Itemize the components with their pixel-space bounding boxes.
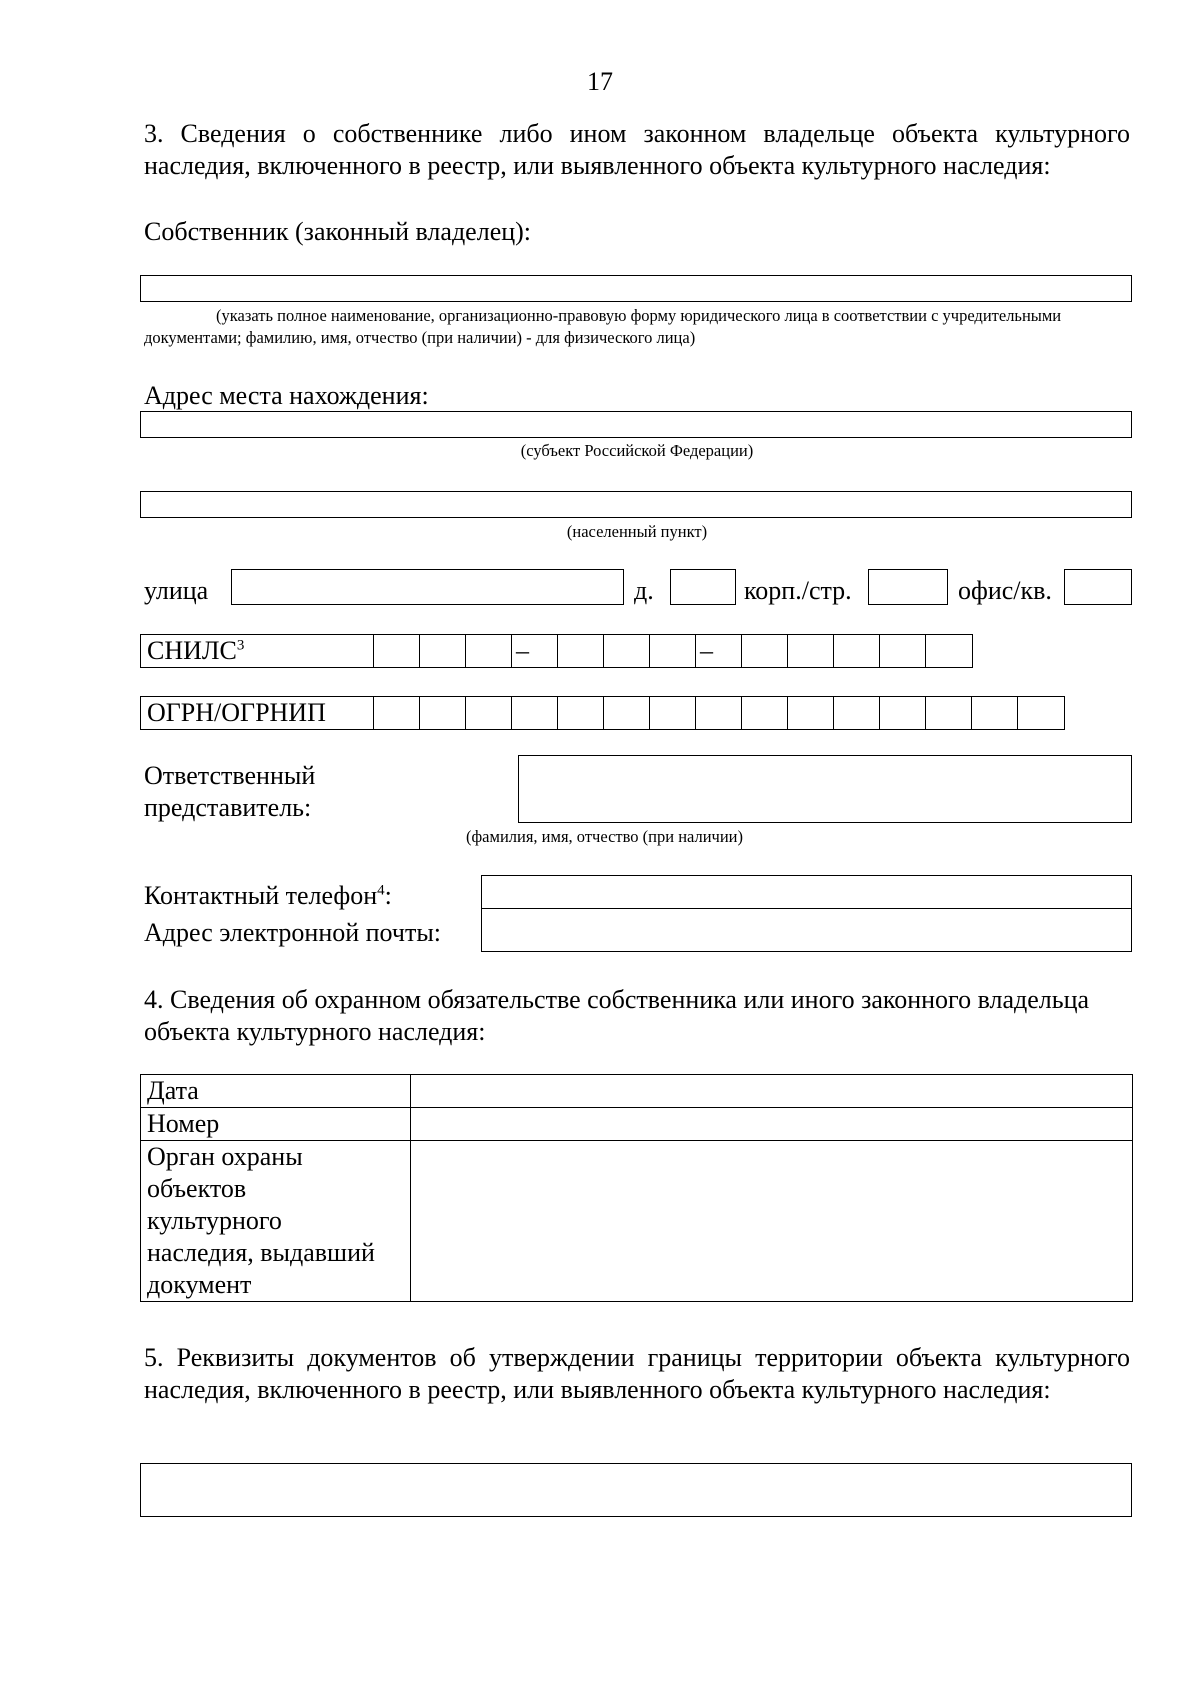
- responsible-hint: (фамилия, имя, отчество (при наличии): [466, 827, 744, 846]
- boundary-documents-field[interactable]: [140, 1463, 1132, 1517]
- ogrn-digit-cell[interactable]: [650, 697, 696, 729]
- locality-hint: (населенный пункт): [566, 522, 708, 541]
- responsible-field[interactable]: [518, 755, 1132, 823]
- snils-label-cell: СНИЛС$^3$: [141, 635, 374, 667]
- snils-digit-cell[interactable]: [374, 635, 420, 667]
- email-field[interactable]: [481, 908, 1132, 952]
- number-value-cell[interactable]: [411, 1108, 1133, 1141]
- authority-label-line: документ: [147, 1270, 252, 1299]
- address-label: Адрес места нахождения:: [144, 381, 429, 410]
- ogrn-digit-cell[interactable]: [420, 697, 466, 729]
- owner-field[interactable]: [140, 275, 1132, 302]
- obligation-table: [140, 1074, 1133, 1302]
- responsible-label-line2: представитель:: [144, 793, 312, 822]
- snils-digit-cell[interactable]: [558, 635, 604, 667]
- authority-label-line: наследия, выдавший: [147, 1238, 375, 1267]
- table-row: [141, 1141, 1133, 1302]
- ogrn-digit-cell[interactable]: [466, 697, 512, 729]
- ogrn-digit-cell[interactable]: [788, 697, 834, 729]
- snils-separator-cell: –: [696, 635, 742, 667]
- snils-digit-cell[interactable]: [834, 635, 880, 667]
- owner-hint: (указать полное наименование, организационно-правовую форму юридического лица в соответствии с учредительными документами; фамилию, имя, отчество (при наличии) - для физического лица): [144, 306, 1062, 347]
- ogrn-digit-cell[interactable]: [604, 697, 650, 729]
- ogrn-digit-cell[interactable]: [926, 697, 972, 729]
- authority-value-cell[interactable]: [411, 1141, 1133, 1302]
- street-field[interactable]: [231, 569, 624, 605]
- date-label-cell: Дата: [141, 1075, 411, 1108]
- owner-label: Собственник (законный владелец):: [144, 217, 532, 246]
- ogrn-digit-cell[interactable]: [558, 697, 604, 729]
- snils-digit-cell[interactable]: [926, 635, 972, 667]
- page-number: 17: [587, 67, 613, 96]
- phone-label: Контактный телефон$^4$:: [144, 881, 392, 910]
- number-label-cell: Номер: [141, 1108, 411, 1141]
- house-field[interactable]: [670, 569, 736, 605]
- building-label: корп./стр.: [744, 576, 852, 605]
- snils-digit-cell[interactable]: [466, 635, 512, 667]
- ogrn-digit-cell[interactable]: [834, 697, 880, 729]
- ogrn-digit-cell[interactable]: [972, 697, 1018, 729]
- authority-label-line: Орган охраны: [147, 1142, 303, 1171]
- authority-label-line: объектов: [147, 1174, 247, 1203]
- section-4-heading: 4. Сведения об охранном обязательстве собственника или иного законного владельца объекта культурного наследия:: [144, 985, 1090, 1046]
- snils-field[interactable]: [140, 634, 973, 668]
- snils-digit-cell[interactable]: [742, 635, 788, 667]
- office-field[interactable]: [1064, 569, 1132, 605]
- authority-label-cell: [141, 1141, 411, 1302]
- snils-digit-cell[interactable]: [650, 635, 696, 667]
- street-label: улица: [144, 576, 209, 605]
- snils-digit-cell[interactable]: [604, 635, 650, 667]
- section-3-heading: 3. Сведения о собственнике либо ином законном владельце объекта культурного наследия, включенного в реестр, или выявленного объекта культурного наследия:: [144, 119, 1130, 180]
- authority-label-line: культурного: [147, 1206, 282, 1235]
- office-label: офис/кв.: [958, 576, 1052, 605]
- section-5-heading: 5. Реквизиты документов об утверждении границы территории объекта культурного наследия, включенного в реестр, или выявленного объекта культурного наследия:: [144, 1343, 1130, 1404]
- ogrn-digit-cell[interactable]: [696, 697, 742, 729]
- region-field[interactable]: [140, 411, 1132, 438]
- ogrn-field[interactable]: [140, 696, 1065, 730]
- locality-field[interactable]: [140, 491, 1132, 518]
- region-hint: (субъект Российской Федерации): [520, 441, 754, 460]
- snils-digit-cell[interactable]: [420, 635, 466, 667]
- ogrn-label-cell: ОГРН/ОГРНИП: [141, 697, 374, 729]
- building-field[interactable]: [868, 569, 948, 605]
- date-value-cell[interactable]: [411, 1075, 1133, 1108]
- snils-digit-cell[interactable]: [788, 635, 834, 667]
- house-label: д.: [634, 576, 654, 605]
- ogrn-digit-cell[interactable]: [742, 697, 788, 729]
- responsible-label-line1: Ответственный: [144, 761, 316, 790]
- ogrn-digit-cell[interactable]: [1018, 697, 1064, 729]
- ogrn-digit-cell[interactable]: [880, 697, 926, 729]
- table-row: [141, 1075, 1133, 1108]
- ogrn-digit-cell[interactable]: [512, 697, 558, 729]
- snils-digit-cell[interactable]: [880, 635, 926, 667]
- email-label: Адрес электронной почты:: [144, 918, 442, 947]
- ogrn-digit-cell[interactable]: [374, 697, 420, 729]
- snils-separator-cell: –: [512, 635, 558, 667]
- table-row: [141, 1108, 1133, 1141]
- phone-field[interactable]: [481, 875, 1132, 910]
